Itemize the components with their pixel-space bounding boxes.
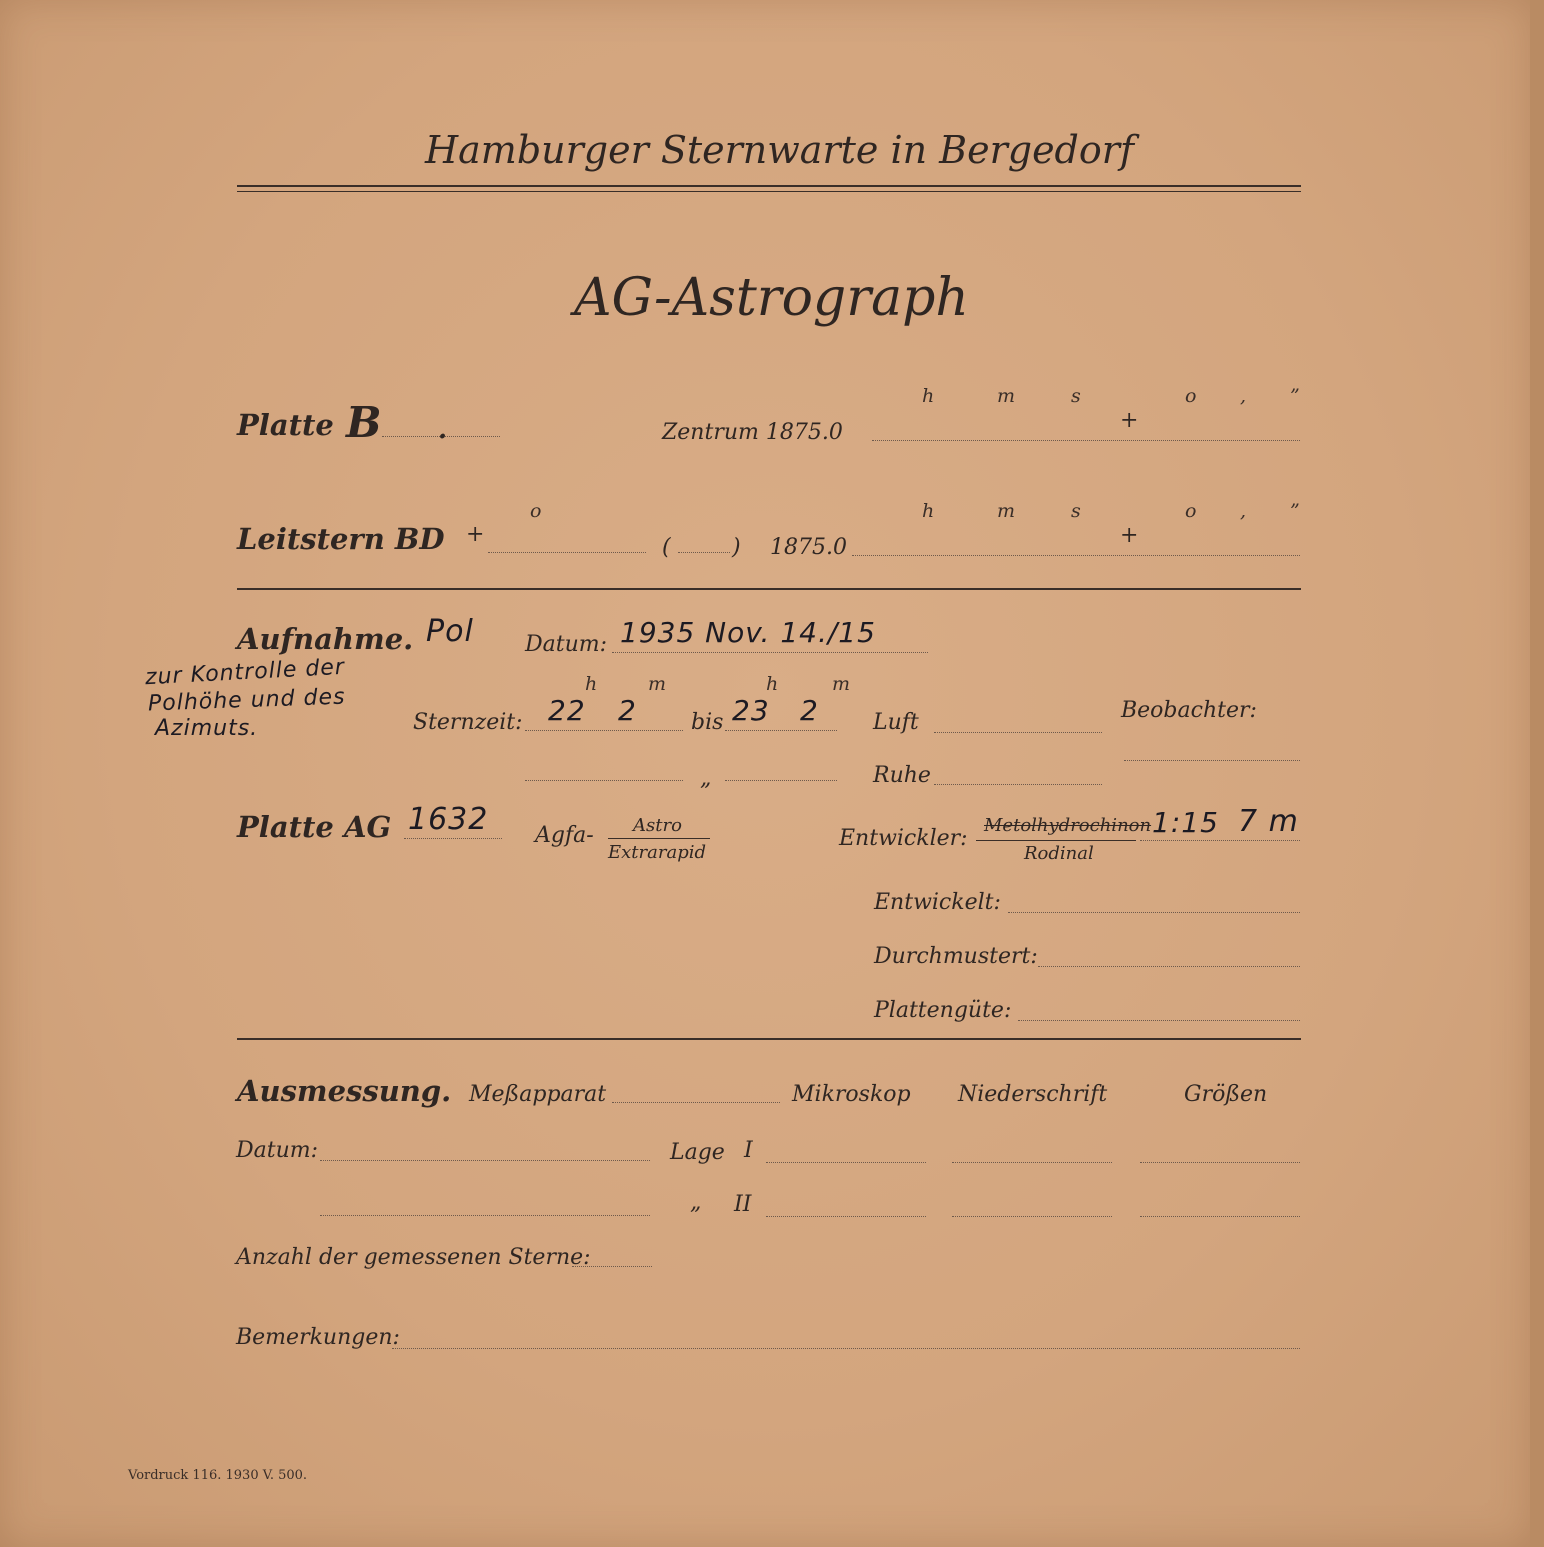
bis-label: bis <box>691 710 724 735</box>
paren-close: ) <box>732 535 741 560</box>
messapparat-label: Meßapparat <box>469 1082 607 1107</box>
sternzeit-end-field-2[interactable] <box>725 780 837 781</box>
ausmessung-datum-field[interactable] <box>320 1160 650 1161</box>
instrument-title: AG-Astrograph <box>574 268 969 328</box>
ausmessung-datum-label: Datum: <box>236 1138 319 1163</box>
header-rule-bottom <box>237 191 1301 192</box>
niederschrift-label: Niederschrift <box>958 1082 1108 1107</box>
entwickler-struck: Metolhydrochinon <box>984 815 1152 836</box>
sternzeit-start-field[interactable] <box>525 730 683 731</box>
entwickler-bottom: Rodinal <box>1024 843 1094 864</box>
unit-arcsec: ” <box>1290 385 1300 407</box>
ruhe-label: Ruhe <box>873 763 931 788</box>
header-rule-top <box>237 185 1301 187</box>
platte-label: Platte <box>237 408 334 442</box>
sternzeit-ditto: „ <box>700 766 712 791</box>
bemerkungen-label: Bemerkungen: <box>236 1325 400 1350</box>
sternzeit-end-field[interactable] <box>725 730 837 731</box>
sternzeit-end-h-handwritten: 23 <box>732 694 770 727</box>
plattenguete-field[interactable] <box>1018 1020 1300 1021</box>
lage-two-niederschrift-field[interactable] <box>952 1216 1112 1217</box>
section-rule-2 <box>237 1038 1301 1040</box>
beobachter-field[interactable] <box>1124 760 1300 761</box>
entwickler-label: Entwickler: <box>839 826 968 851</box>
lage-ditto: „ <box>690 1190 702 1215</box>
entwickler-ratio-handwritten: 1:15 <box>1152 806 1219 839</box>
messapparat-field[interactable] <box>612 1102 780 1103</box>
unit-arcmin: , <box>1240 385 1247 407</box>
leitstern-bd-field[interactable] <box>488 552 646 553</box>
aufnahme-datum-label: Datum: <box>525 632 608 657</box>
sternzeit-start-m-handwritten: 2 <box>618 694 637 727</box>
entwickler-field[interactable] <box>1140 840 1300 841</box>
leitstern-unit-arcmin: , <box>1240 500 1247 522</box>
institution-title: Hamburger Sternwarte in Bergedorf <box>425 128 1134 172</box>
note-line-1: zur Kontrolle der <box>144 654 346 691</box>
note-line-2: Polhöhe und des <box>147 684 346 717</box>
zentrum-plus: + <box>1120 408 1139 433</box>
leitstern-label: Leitstern BD <box>237 522 445 556</box>
ausmessung-label: Ausmessung. <box>237 1074 452 1108</box>
leitstern-epoch: 1875.0 <box>770 535 847 560</box>
leitstern-unit-deg2: o <box>1185 500 1197 522</box>
groessen-label: Größen <box>1184 1082 1268 1107</box>
entwickelt-label: Entwickelt: <box>874 890 1001 915</box>
ruhe-field[interactable] <box>934 784 1102 785</box>
bemerkungen-field[interactable] <box>392 1348 1300 1349</box>
leitstern-plus2: + <box>1120 523 1139 548</box>
lage-two-mikroskop-field[interactable] <box>766 1216 926 1217</box>
sternzeit-label: Sternzeit: <box>413 710 523 735</box>
lage-two: II <box>734 1192 752 1217</box>
section-rule-1 <box>237 588 1301 590</box>
mikroskop-label: Mikroskop <box>792 1082 911 1107</box>
anzahl-field[interactable] <box>572 1266 652 1267</box>
luft-label: Luft <box>873 710 919 735</box>
luft-field[interactable] <box>934 732 1102 733</box>
zentrum-label: Zentrum 1875.0 <box>662 420 843 445</box>
platte-letter: B <box>346 398 382 447</box>
aufnahme-label: Aufnahme. <box>237 622 414 656</box>
leitstern-unit-s: s <box>1071 500 1081 522</box>
aufnahme-datum-field[interactable] <box>612 652 928 653</box>
sternzeit-unit-m2: m <box>832 673 851 695</box>
anzahl-label: Anzahl der gemessenen Sterne: <box>236 1245 591 1270</box>
unit-s: s <box>1071 385 1081 407</box>
agfa-label: Agfa- <box>535 823 594 848</box>
leitstern-unit-deg: o <box>530 500 542 522</box>
leitstern-unit-m: m <box>997 500 1016 522</box>
zentrum-field[interactable] <box>872 440 1300 441</box>
durchmustert-label: Durchmustert: <box>874 944 1038 969</box>
leitstern-plus: + <box>466 522 485 547</box>
durchmustert-field[interactable] <box>1038 966 1300 967</box>
unit-m: m <box>997 385 1016 407</box>
platte-ag-number-handwritten: 1632 <box>408 802 489 837</box>
leitstern-unit-h: h <box>922 500 935 522</box>
aufnahme-datum-handwritten: 1935 Nov. 14./15 <box>620 616 876 649</box>
sternzeit-unit-m: m <box>648 673 667 695</box>
lage-one-mikroskop-field[interactable] <box>766 1162 926 1163</box>
sternzeit-start-h-handwritten: 22 <box>548 694 586 727</box>
print-note: Vordruck 116. 1930 V. 500. <box>128 1468 308 1483</box>
leitstern-unit-arcsec: ” <box>1290 500 1300 522</box>
agfa-fraction-line <box>608 838 710 839</box>
entwickler-fraction-line <box>976 840 1136 841</box>
sternzeit-unit-h: h <box>585 673 598 695</box>
note-line-3: Azimuts. <box>155 716 259 741</box>
plattenguete-label: Plattengüte: <box>874 998 1012 1023</box>
agfa-bottom: Extrarapid <box>608 842 706 863</box>
entwickler-time-handwritten: 7 m <box>1238 804 1299 839</box>
ausmessung-datum-field-2[interactable] <box>320 1215 650 1216</box>
unit-h: h <box>922 385 935 407</box>
lage-label: Lage <box>670 1140 725 1165</box>
agfa-top: Astro <box>633 815 682 836</box>
lage-two-groessen-field[interactable] <box>1140 1216 1300 1217</box>
paren-open: ( <box>662 535 671 560</box>
sternzeit-start-field-2[interactable] <box>525 780 683 781</box>
lage-one-groessen-field[interactable] <box>1140 1162 1300 1163</box>
leitstern-coord-field[interactable] <box>852 555 1300 556</box>
platte-ag-field[interactable] <box>404 838 502 839</box>
entwickelt-field[interactable] <box>1008 912 1300 913</box>
lage-one-niederschrift-field[interactable] <box>952 1162 1112 1163</box>
sternzeit-unit-h2: h <box>766 673 779 695</box>
aufnahme-object-handwritten: Pol <box>426 614 474 649</box>
sternzeit-end-m-handwritten: 2 <box>800 694 819 727</box>
lage-one: I <box>744 1138 753 1163</box>
leitstern-mag-field[interactable] <box>678 552 730 553</box>
paper-edge <box>1530 0 1544 1547</box>
platte-ag-label: Platte AG <box>237 810 392 844</box>
beobachter-label: Beobachter: <box>1121 698 1257 723</box>
platte-dot: . <box>438 415 448 445</box>
unit-deg: o <box>1185 385 1197 407</box>
